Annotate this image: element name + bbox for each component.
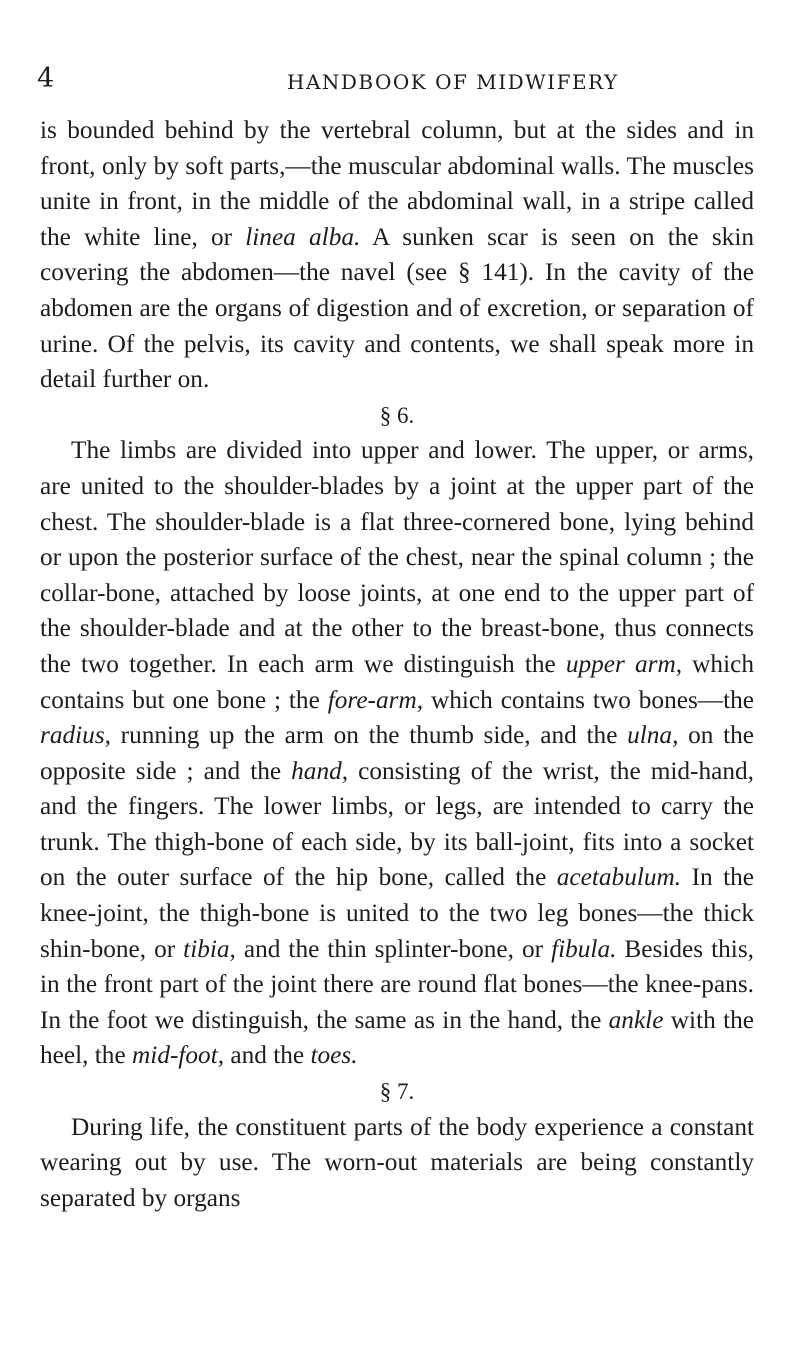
text-run: which contains two bones—the: [423, 685, 754, 714]
paragraph-limbs: [40, 433, 754, 1074]
page-header: [37, 63, 751, 97]
text-run: During life, the constituent parts of the body experience a constant wearing out by use. The worn-out materials are being constantly separated by organs: [40, 1112, 754, 1212]
italic-term: linea alba.: [245, 222, 361, 251]
italic-term: upper arm,: [565, 649, 683, 678]
running-title: HANDBOOK OF MIDWIFERY: [287, 70, 619, 94]
italic-term: hand,: [291, 756, 349, 785]
text-run: which contains but one bone ; the: [40, 649, 754, 714]
text-run: and the thin splinter-bone, or: [235, 934, 552, 963]
italic-term: fibula.: [551, 934, 617, 963]
italic-term: tibia,: [183, 934, 236, 963]
text-run: with the heel, the: [40, 1005, 755, 1070]
text-run: and the: [224, 1041, 311, 1070]
italic-term: ankle: [608, 1005, 664, 1034]
text-run: is bounded behind by the vertebral column, but at the sides and in front, only by soft parts,—the muscular abdominal walls. The muscles unite in front, in the middle of the abdominal wall, in a stripe called the white line, or: [40, 116, 754, 251]
text-run: on the opposite side ; and the: [40, 721, 754, 785]
italic-term: toes.: [310, 1041, 358, 1070]
italic-term: radius,: [40, 721, 111, 750]
text-run: consisting of the wrist, the mid-hand, and the fingers. The lower limbs, or legs, are intended to carry the trunk. The thigh-bone of each side, by its ball-joint, fits into a socket on the outer surface of the hip bone, called the: [40, 756, 754, 892]
paragraph-abdomen: [40, 113, 754, 398]
text-run: The limbs are divided into upper and lower. The upper, or arms, are united to the shoulder-blades by a joint at the upper part of the chest. The shoulder-blade is a flat three-cornered bone, lying behind or upon the posterior surface of the chest, near the spinal column ; the collar-bone, attached by loose joints, at one end to the upper part of the shoulder-blade and at the other to the breast-bone, thus connects the two together. In each arm we distinguish the: [40, 436, 754, 678]
text-run: A sunken scar is seen on the skin covering the abdomen—the navel (see § 141). In the cavity of the abdomen are the organs of digestion and of excretion, or separation of urine. Of the pelvis, its cavity and contents, we shall speak more in detail further on.: [40, 222, 755, 394]
italic-term: mid-foot,: [132, 1041, 225, 1070]
text-run: In the knee-joint, the thigh-bone is united to the two leg bones—the thick shin-bone, or: [40, 863, 754, 963]
italic-term: acetabulum.: [556, 863, 682, 892]
page-number: 4: [37, 63, 55, 94]
section-heading-7: § 7.: [379, 1079, 415, 1105]
section-heading-6: § 6.: [379, 402, 415, 428]
italic-term: fore-arm,: [327, 685, 424, 714]
body-text: [40, 113, 754, 1216]
italic-term: ulna,: [627, 721, 679, 750]
text-run: running up the arm on the thumb side, and the: [111, 721, 628, 750]
text-run: Besides this, in the front part of the joint there are round flat bones—the knee-pans. In the foot we distinguish, the same as in the hand, the: [40, 934, 754, 1034]
paragraph-wear: [40, 1110, 754, 1217]
